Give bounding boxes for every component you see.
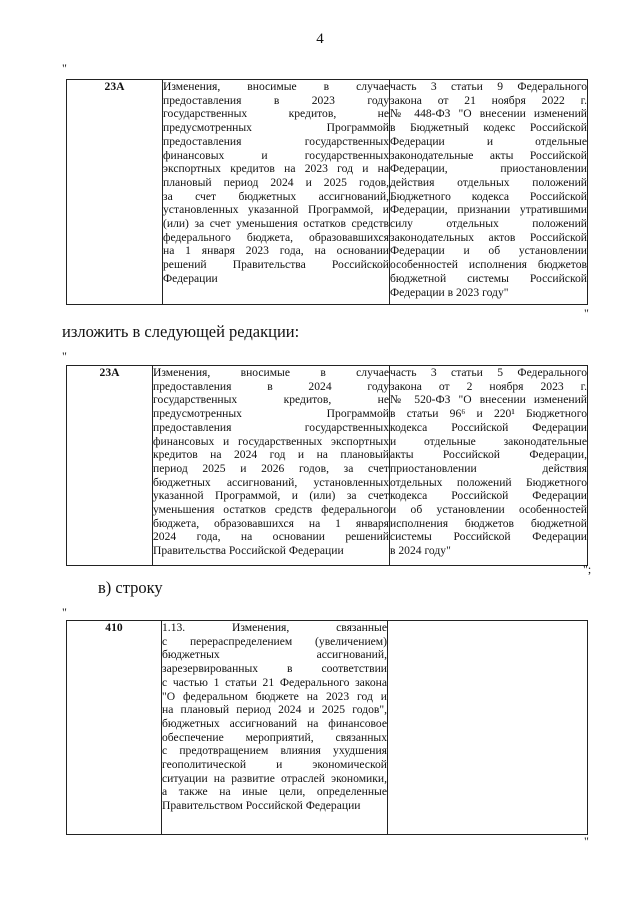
budget-table-row-410 [66,620,588,835]
text-line: бюджетных ассигнований на финансовое [162,716,387,730]
text-line: плановый период 2024 и 2025 годов, [163,175,389,189]
text-line: зарезервированных в соответствии [162,662,387,676]
text-line: решений Правительства Российской [163,258,389,272]
text-line: государственных кредитов, не [153,393,389,407]
text-line: в 2024 году" [390,544,451,558]
text-line: с предотвращением влияния ухудшения [162,744,387,758]
text-line: приостановлении действия [390,461,587,475]
text-line: предоставления государственных [163,134,389,148]
budget-table-row-old [66,79,588,305]
text-line: обеспечение мероприятий, связанных [162,730,387,744]
quote-open-1: " [62,61,67,75]
quote-open-3: " [62,605,67,619]
text-line: предусмотренных Программой [153,407,389,421]
text-line: на плановый период 2024 и 2025 годов", [162,703,387,717]
text-line: Изменения, вносимые в случае [153,366,389,379]
change-description-cell [153,366,390,566]
text-line: с частью 1 статьи 21 Федерального закона [162,675,387,689]
change-description-cell [162,621,388,835]
text-line: Правительством Российской Федерации [162,799,361,813]
text-line: с перераспределением (увеличением) [162,634,387,648]
text-line: особенностей исполнения бюджетов [390,258,587,272]
text-line: на 1 января 2023 года, на основании [163,244,389,258]
legal-basis-cell [390,366,588,566]
text-line: Федерации [163,271,218,285]
text-line: государственных кредитов, не [163,107,389,121]
text-line: Правительства Российской Федерации [153,544,344,558]
quote-close-1: " [584,306,589,320]
row-code-cell [67,366,153,566]
row-code-cell [67,80,163,305]
text-line: законодательные акты Российской [390,148,587,162]
text-line: № 520-ФЗ "О внесении изменений [390,393,587,407]
text-line: Федерации и об установлении [390,244,587,258]
text-line: предоставления в 2024 году [153,379,389,393]
text-line: силу отдельных положений [390,217,587,231]
text-line: часть 3 статьи 5 Федерального [390,366,587,379]
quote-close-3: " [584,834,589,848]
text-line: (или) за счет уменьшения остатков средств [163,217,389,231]
text-line: в статьи 96⁶ и 220¹ Бюджетного [390,407,587,421]
text-line: а также на иные цели, определенные [162,785,387,799]
text-line: бюджетной системы Российской [390,271,587,285]
page-number: 4 [316,31,324,47]
row-code-cell [67,621,162,835]
instruction-heading-row: в) строку [98,578,163,597]
text-line: уменьшения остатков средств федерального [153,503,389,517]
text-line: указанной Программой, и (или) за счет [153,489,389,503]
text-line: № 448-ФЗ "О внесении изменений [390,107,587,121]
text-line: в Бюджетный кодекс Российской [390,121,587,135]
text-line: предоставления государственных [153,420,389,434]
text-line: ситуации на развитие отраслей экономики, [162,771,387,785]
row-code: 410 [105,621,123,634]
text-line: период 2025 и 2026 годов, за счет [153,461,389,475]
text-line: федерального бюджета, образовавшихся [163,230,389,244]
text-line: системы Российской Федерации [390,530,587,544]
text-line: кодекса Российской Федерации [390,489,587,503]
budget-table-row-new [66,365,588,566]
text-line: Бюджетного кодекса Российской [390,189,587,203]
text-line: Изменения, вносимые в случае [163,80,389,93]
instruction-heading-replace: изложить в следующей редакции: [62,322,300,341]
text-line: законодательных актов Российской [390,230,587,244]
text-line: действия отдельных положений [390,175,587,189]
text-line: Федерации, приостановлении [390,162,587,176]
text-line: "О федеральном бюджете на 2023 год и [162,689,387,703]
text-line: часть 3 статьи 9 Федерального [390,80,587,93]
text-line: 1.13. Изменения, связанные [162,621,387,634]
text-line: финансовых и государственных экспортных [153,434,389,448]
text-line: установленных указанной Программой, и [163,203,389,217]
legal-basis-cell-empty [388,621,588,835]
text-line: исполнения бюджетов бюджетной [390,516,587,530]
text-line: финансовых и государственных [163,148,389,162]
text-line: предоставления в 2023 году [163,93,389,107]
text-line: акты Российской Федерации, [390,448,587,462]
text-line: предусмотренных Программой [163,121,389,135]
change-description-cell [163,80,390,305]
row-code: 23А [99,366,120,379]
text-line: за счет бюджетных ассигнований, [163,189,389,203]
text-line: закона от 2 ноября 2023 г. [390,379,587,393]
text-line: кодекса Российской Федерации [390,420,587,434]
text-line: Федерации и отдельные [390,134,587,148]
quote-open-2: " [62,349,67,363]
legal-basis-cell [390,80,588,305]
text-line: отдельных положений Бюджетного [390,475,587,489]
text-line: Федерации в 2023 году" [390,285,509,299]
text-line: и об установлении особенностей [390,503,587,517]
text-line: и отдельные законодательные [390,434,587,448]
text-line: экспортных кредитов на 2023 год и на [163,162,389,176]
text-line: бюджета, образовавшихся на 1 января [153,516,389,530]
text-line: кредитов на 2024 год и на плановый [153,448,389,462]
text-line: закона от 21 ноября 2022 г. [390,93,587,107]
quote-close-semicolon: "; [583,562,592,576]
text-line: 2024 года, на основании решений [153,530,389,544]
text-line: бюджетных ассигнований, установленных [153,475,389,489]
text-line: бюджетных ассигнований, [162,648,387,662]
row-code: 23А [104,80,125,93]
text-line: геополитической и экономической [162,758,387,772]
text-line: Федерации, признании утратившими [390,203,587,217]
